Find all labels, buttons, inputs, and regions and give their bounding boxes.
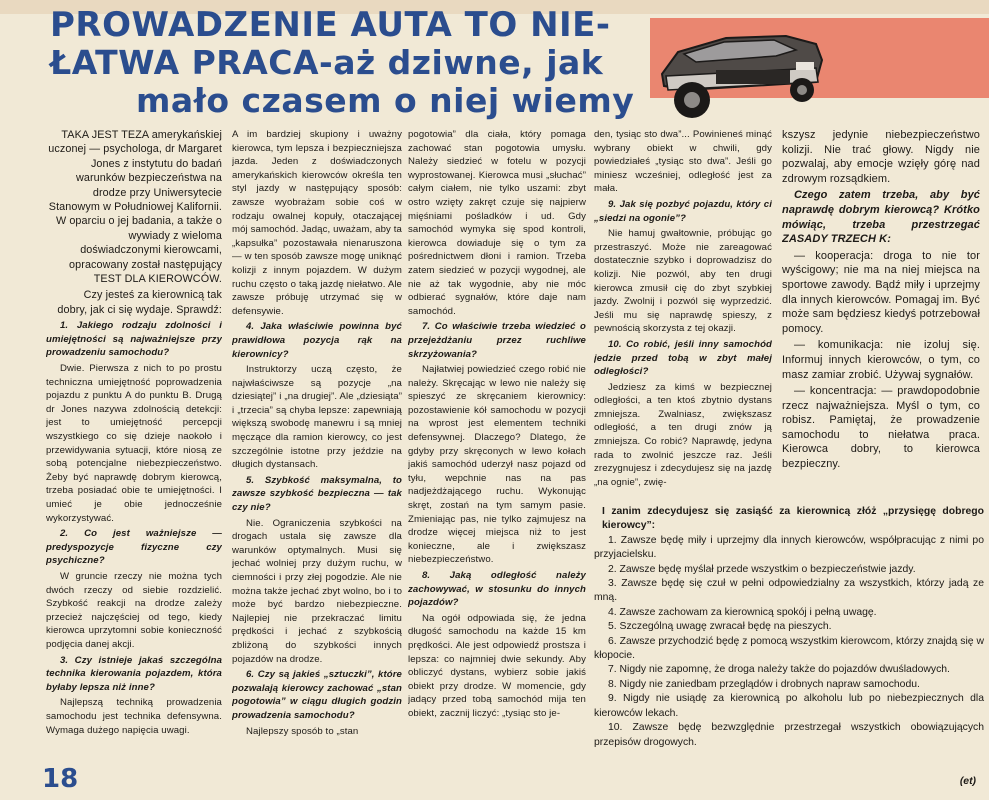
oath-item: 7. Nigdy nie zapomnę, że droga należy także do pojazdów dwuśladowych. [608, 664, 950, 676]
oath-item: 10. Zawsze będę bezwzględnie przestrzegał wszystkich obowiązujących przepisów drogowych. [594, 722, 984, 748]
answer-7: Najłatwiej powiedzieć czego robić nie należy. Skręcając w lewo nie należy się spieszyć ze skręcaniem kierownicy: pozostawienie kół samochodu w pozycji na wprost jest elementem techniki defensywnej. Dlaczego? Dlatego, że gdyby przy skręconych w lewo kołach jakiś samochód uderzył nasz pojazd od tyłu, wepchnie nas na pas nadjeżdżającego ruchu. Wykonując skręt, zostań na tym samym pasie. Zmieniając pas, nie tylko zajmujesz na drodze więcej miejsca niż to jest konieczne, ale i zwiększasz niebezpieczeństwo. [408, 364, 586, 566]
driver-oath [594, 505, 984, 795]
column-2 [232, 128, 402, 788]
question-9: 9. Jak się pozbyć pojazdu, który ci „siedzi na ogonie”? [594, 198, 772, 224]
question-2: 2. Co jest ważniejsze — predyspozycje fizyczne czy psychiczne? [46, 528, 222, 567]
author-initials: (et) [959, 775, 976, 787]
intro-paragraph: TAKA JEST TEZA amerykańskiej uczonej — psychologa, dr Margaret Jones z instytutu do badań warunków bezpieczeństwa na drodze przy Uniwersytecie Stanowym w Południowej Kalifornii. W oparciu o jej badania, a także o wywiady z wieloma doświadczonymi kierowcami, opracowany został następujący TEST DLA KIEROWCÓW. [48, 129, 222, 286]
oath-item: 9. Nigdy nie usiądę za kierownicą po alkoholu lub po niebezpiecznych dla kierowców lekach. [594, 693, 984, 719]
question-6: 6. Czy są jakieś „sztuczki”, które pozwalają kierowcy zachować „stan pogotowia” w ciągu długich godzin prowadzenia samochodu? [232, 669, 402, 721]
question-3: 3. Czy istnieje jakaś szczególna technika kierowania pojazdem, która byłaby lepsza niż inne? [46, 654, 222, 693]
answer-3-start: Najlepszą techniką prowadzenia samochodu jest technika defensywna. Wymaga dużego napięcia uwagi. [46, 697, 222, 736]
oath-item: 5. Szczególną uwagę zwracał będę na pieszych. [608, 621, 832, 633]
rule-communication: — komunikacja: nie izoluj się. Informuj innych kierowców, o tym, co masz zamiar zrobić. Używaj sygnałów. [782, 339, 980, 381]
answer-10-cont: kszysz jedynie niebezpieczeństwo kolizji. Nie trać głowy. Nigdy nie pozwalaj, aby emocje wzięły górę nad zdrowym rozsądkiem. [782, 129, 980, 185]
answer-6-start: Najlepszy sposób to „stan [246, 725, 359, 737]
article-headline [50, 6, 670, 120]
answer-1: Dwie. Pierwsza z nich to po prostu techniczna umiejętność poprowadzenia pojazdu z punktu A do punktu B. Drugą dr Jones nazywa zdolnością detekcji: jest to umiejętność percepcji wszystkiego co się dzieje naokoło i przewidywania sytuacji, które niosą ze sobą potencjalne niebezpieczeństwo. Żeby być naprawdę dobrym kierowcą, trzeba posiadać obie te umiejętności. I umieć je obie jednocześnie wykorzystywać. [46, 363, 222, 524]
oath-item: 8. Nigdy nie zaniedbam przeglądów i drobnych napraw samochodu. [608, 678, 920, 690]
column-1 [46, 128, 222, 788]
headline-line-1: PROWADZENIE AUTA TO NIE- [50, 5, 611, 45]
question-8: 8. Jaką odległość należy zachowywać, w stosunku do innych pojazdów? [408, 570, 586, 609]
oath-item: 6. Zawsze przychodzić będę z pomocą wszystkim kierowcom, którzy znajdą się w kłopocie. [594, 635, 984, 662]
question-4: 4. Jaka właściwie powinna być prawidłowa pozycja rąk na kierownicy? [232, 321, 402, 360]
answer-9: Nie hamuj gwałtownie, próbując go przestraszyć. Może nie zareagować dostatecznie szybko i doprowadzisz do kolizji. Nie pozwól, aby ten drugi kierowca zmusił cię do zbyt szybkiej jazdy. Zwolnij i pozwól się wyprzedzić. Jeśli mu się naprawdę spieszy, z pewnością skorzysta z tej okazji. [594, 228, 772, 335]
answer-6-cont: pogotowia” dla ciała, który pomaga zachować stan pogotowia umysłu. Należy siedzieć w fotelu w pozycji wyprostowanej. Kierowca musi „słuchać” całym ciałem, nie tylko uszami: zbyt ostro wzięty zakręt czuje się najpierw mięśniami pośladków i ud. Gdy samochód wymyka się spod kontroli, kierowca dowiaduje się o tym za pośrednictwem dłoni i ramion. Trzeba zatem siedzieć w pozycji wygodnej, ale nie aż tak wygodnie, aby nie móc odbierać sygnałów, które daje nam samochód. [408, 129, 586, 317]
question-5: 5. Szybkość maksymalna, to zawsze szybkość bezpieczna — tak czy nie? [232, 474, 402, 514]
answer-5: Nie. Ograniczenia szybkości na drogach ustala się zawsze dla warunków optymalnych. Musi się jechać wolniej przy dużym ruchu, w ciemności i przy złej pogodzie. Ale nie można także jechać zbyt wolno, bo i to może być bardzo niebezpieczne. Najlepiej nie przekraczać limitu prędkości i jechać z szybkością zbliżoną do szybkości innych pojazdów na drodze. [232, 517, 402, 665]
car-illustration [656, 16, 826, 124]
intro-question: Czy jesteś za kierownicą tak dobry, jak ci się wydaje. Sprawdź: [57, 289, 222, 316]
page-number: 18 [42, 764, 79, 794]
oath-item: 3. Zawsze będę się czuł w pełni odpowiedzialny za wszystkich, którzy jadą ze mną. [594, 578, 984, 604]
rule-cooperation: — kooperacja: droga to nie tor wyścigowy; nie ma na niej miejsca na sportowe zawody. Bądź miły i uprzejmy dla innych kierowców. Pomagaj im. Być może sam będziesz kiedyś potrzebował pomocy. [782, 249, 980, 335]
answer-8-cont: den, tysiąc sto dwa”... Powinieneś minąć wybrany obiekt w chwili, gdy powiedziałeś „tysiąc sto dwa”. Jeśli go miniesz wcześniej, odległość jest za mała. [594, 129, 772, 195]
column-3 [408, 128, 586, 788]
answer-4: Instruktorzy uczą często, że najwłaściwsze są pozycje „na dziesiątej” i „na drugiej”. Ale „dziesiąta” i „trzecia” są chyba lepsze: zapewniają większą swobodę manewru i są mniej męczące dla ramion kierowcy, co jest szczególnie istotne przy jeździe na długich dystansach. [232, 364, 402, 471]
oath-item: 2. Zawsze będę myślał przede wszystkim o bezpieczeństwie jazdy. [608, 563, 916, 575]
question-10: 10. Co robić, jeśli inny samochód jedzie przed tobą w zbyt małej odległości? [594, 338, 772, 378]
answer-10-start: Jedziesz za kimś w bezpiecznej odległości, a ten ktoś zbytnio dystans zmniejsza. Zwalniasz, zwiększasz odległość, a ten drugi znów ją zmniejsza. Co robić? Naprawdę, jedyna rada to zwolnić jeszcze raz. Jeśli zrezygnujesz i zdecydujesz się na jazdę „na ognie”, zwię- [594, 381, 772, 488]
headline-line-2: ŁATWA PRACA-aż dziwne, jak [50, 43, 604, 82]
oath-item: 1. Zawsze będę miły i uprzejmy dla innych kierowców, współpracując z nimi po przyjacielsku. [594, 534, 984, 561]
rule-concentration: — koncentracja: — prawdopodobnie rzecz najważniejsza. Myśl o tym, co robisz. Pamiętaj, że prowadzenie samochodu to niełatwa praca. Kierowca dobry, to kierowca bezpieczny. [782, 385, 980, 471]
question-1: 1. Jakiego rodzaju zdolności i umiejętności są najważniejsze przy prowadzeniu samochodu? [46, 320, 222, 359]
question-7: 7. Co właściwie trzeba wiedzieć o przejeżdżaniu przez ruchliwe skrzyżowania? [408, 321, 586, 360]
answer-2: W gruncie rzeczy nie można tych dwóch rzeczy od siebie rozdzielić. Szybkość reakcji na drodze zależy przecież najczęściej od tego, kiedy kierowca uprzytomni sobie konieczność podjęcia danej akcji. [46, 570, 222, 650]
headline-line-3: mało czasem o niej wiemy [136, 81, 635, 120]
three-k-rule: Czego zatem trzeba, aby być naprawdę dobrym kierowcą? Krótko mówiąc, trzeba przestrzegać ZASADY TRZECH K: [782, 189, 980, 246]
answer-3-cont: A im bardziej skupiony i uważny kierowca, tym lepsza i bezpieczniejsza jazda. Jeden z doświadczonych amerykańskich kierowców określa ten styl jazdy w następujący sposób: zawsze wyobrażam sobie coś w rodzaju owalnej kopuły, otaczającej mój samochód. Jadąc, uważam, aby ta „kapsułka” pozostawała nienaruszona — w ten sposób zawsze mogę uniknąć kolizji z innym pojazdem. W dużym ruchu często o taką jazdę niełatwo. Ale zawsze próbuję utrzymać się w defensywie. [232, 129, 402, 317]
oath-header: I zanim zdecydujesz się zasiąść za kierownicą złóż „przysięgę dobrego kierowcy”: [602, 506, 984, 532]
answer-8-start: Na ogół odpowiada się, że jedna długość samochodu na każde 15 km prędkości. Ale jest odpowiedź prostsza i lepsza: co najmniej dwie sekundy. Aby obliczyć dystans, wybierz sobie jakiś obiekt przy drodze. W momencie, gdy jadący przed tobą samochód mija ten obiekt, zacznij liczyć: „tysiąc sto je- [408, 612, 586, 719]
oath-item: 4. Zawsze zachowam za kierownicą spokój i pełną uwagę. [608, 606, 877, 618]
